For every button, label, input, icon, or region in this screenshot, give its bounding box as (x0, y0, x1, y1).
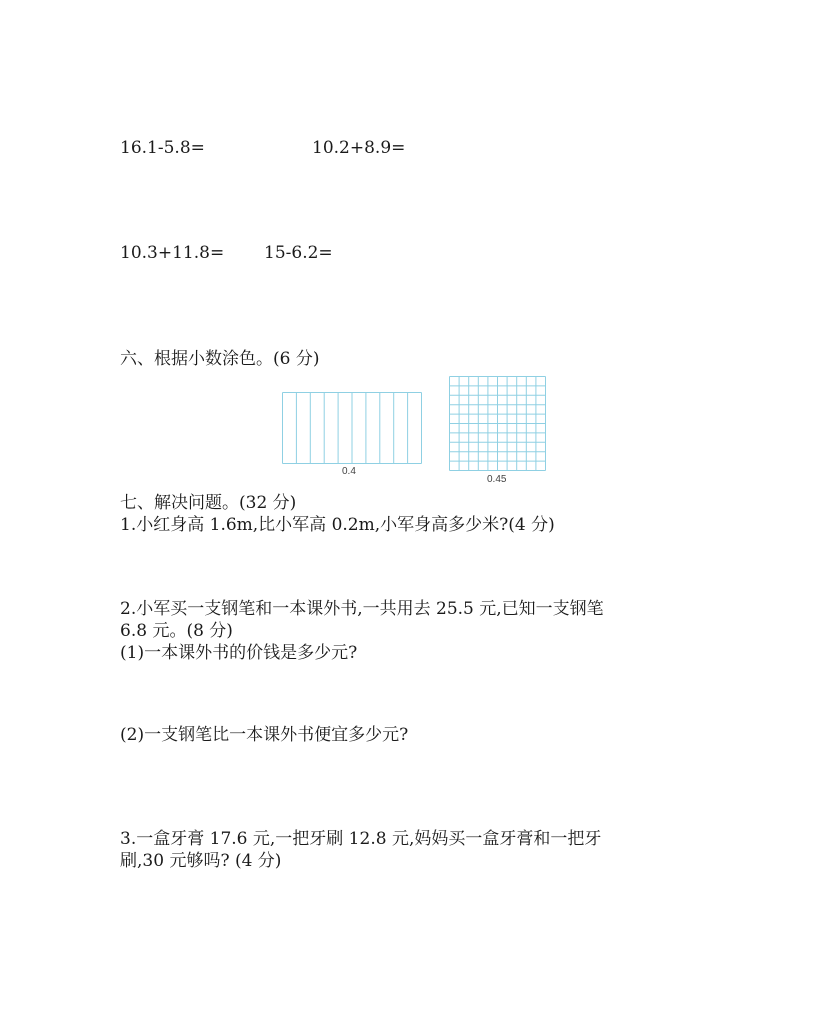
question-3-line-1: 3.一盒牙膏 17.6 元,一把牙刷 12.8 元,妈妈买一盒牙膏和一把牙 (120, 829, 602, 849)
calc-problem-1: 16.1-5.8= (120, 138, 205, 158)
tenths-figure-label: 0.4 (342, 466, 356, 477)
section-6-heading: 六、根据小数涂色。(6 分) (120, 349, 320, 369)
hundredths-grid (450, 377, 546, 471)
section-7-heading: 七、解决问题。(32 分) (120, 493, 297, 513)
question-2-sub-1: (1)一本课外书的价钱是多少元? (120, 643, 358, 663)
calc-problem-3: 10.3+11.8= (120, 243, 225, 263)
question-1: 1.小红身高 1.6m,比小军高 0.2m,小军身高多少米?(4 分) (120, 515, 555, 535)
calc-problem-4: 15-6.2= (264, 243, 333, 263)
question-2-line-2: 6.8 元。(8 分) (120, 621, 233, 641)
calc-problem-2: 10.2+8.9= (312, 138, 406, 158)
hundredths-grid-figure (449, 376, 546, 471)
tenths-strip-grid (283, 393, 422, 464)
question-2-line-1: 2.小军买一支钢笔和一本课外书,一共用去 25.5 元,已知一支钢笔 (120, 599, 604, 619)
tenths-strip-figure (282, 392, 422, 464)
question-2-sub-2: (2)一支钢笔比一本课外书便宜多少元? (120, 725, 409, 745)
question-3-line-2: 刷,30 元够吗? (4 分) (120, 851, 282, 871)
hundredths-figure-label: 0.45 (487, 474, 507, 485)
